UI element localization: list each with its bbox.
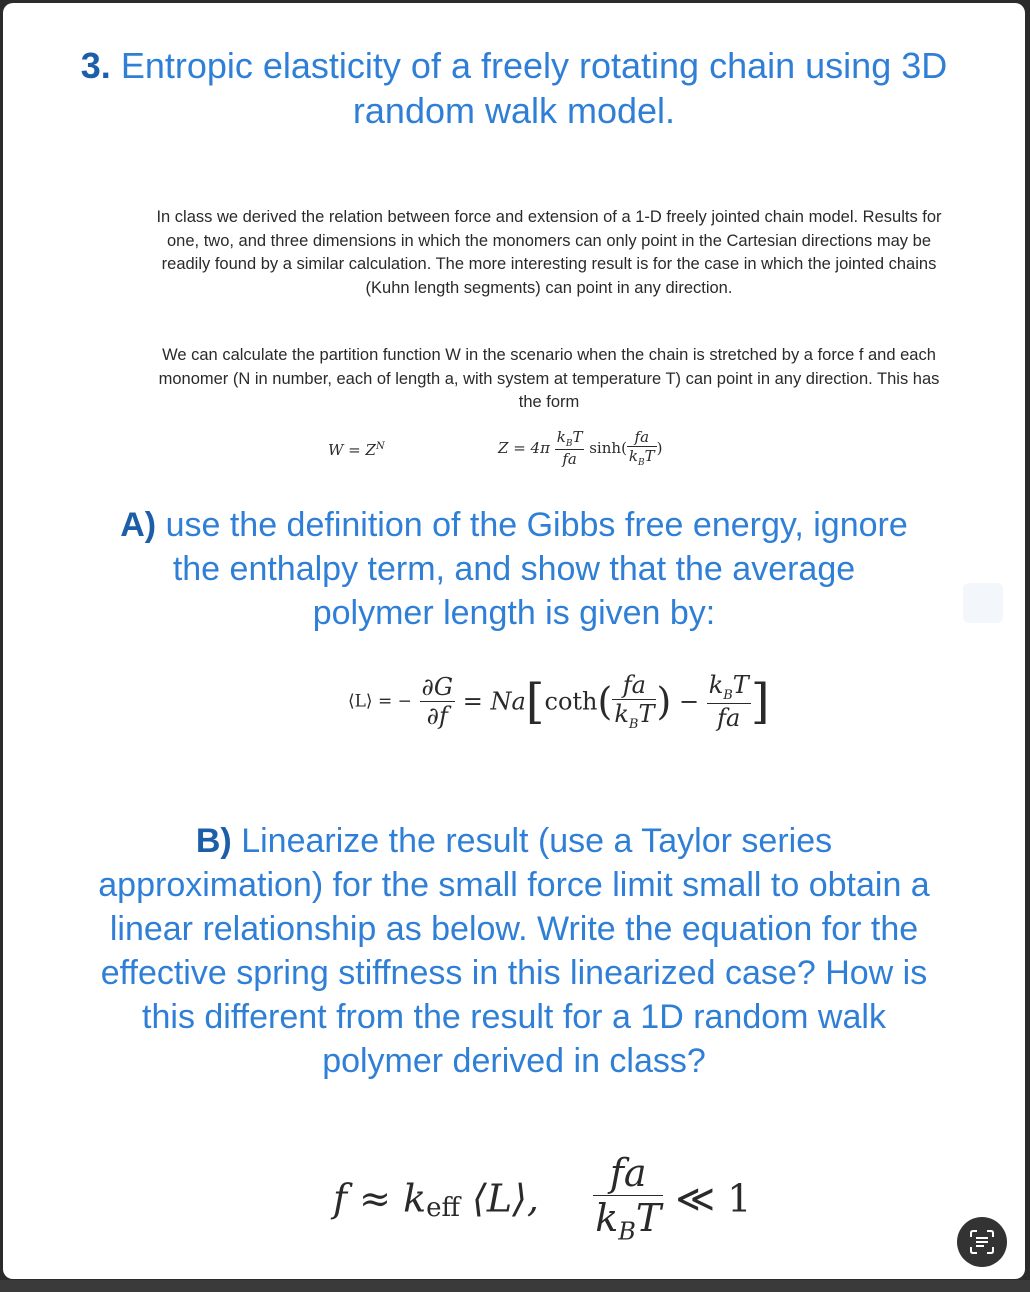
eq-z-frac1 (555, 428, 585, 468)
eqb-l: ⟨L⟩, (472, 1176, 540, 1221)
title-line1: Entropic elasticity of a freely rotating chain using 3D (120, 45, 948, 86)
faint-artifact (963, 583, 1003, 623)
question-a-label: A) (120, 506, 157, 544)
equation-w (328, 441, 385, 459)
eqa-na: = Na (462, 687, 526, 716)
question-b-line6: polymer derived in class? (322, 1042, 706, 1080)
eqb-b: B (618, 1217, 636, 1246)
eqa-fa1: fa (612, 671, 656, 700)
eq-z-t2: T (644, 447, 655, 465)
question-a-line1: use the definition of the Gibbs free energy, ignore (165, 506, 908, 544)
partition-paragraph: We can calculate the partition function W in the scenario when the chain is stretched by a force f and each monomer (N in number, each of length a, with system at temperature T) can point in any direction. This has the form (158, 346, 940, 411)
eq-z-k: k (556, 428, 566, 446)
question-b (3, 819, 1025, 1083)
equation-linearized (333, 1151, 751, 1246)
text-scan-icon (968, 1228, 996, 1256)
eqb-k: k (595, 1196, 619, 1240)
eqb-t: T (635, 1196, 662, 1240)
question-b-line4: effective spring stiffness in this linearized case? How is (100, 954, 928, 992)
eqa-k2: k (708, 671, 724, 699)
title-line2: random walk model. (352, 90, 676, 131)
eqb-lhs: f ≈ k (333, 1176, 427, 1221)
eqa-k1: k (614, 700, 629, 728)
question-a (3, 503, 1025, 635)
eq-z-b: B (565, 439, 573, 449)
eqa-df: ∂f (426, 701, 448, 730)
eqa-dgdf (420, 673, 456, 730)
eqa-frac-kbt-fa (707, 671, 751, 732)
eqa-coth: coth (544, 687, 598, 716)
eq-z-b2: B (638, 458, 645, 468)
eqa-minus: − (678, 687, 700, 716)
eqa-frac-fa-kbt (612, 671, 656, 732)
text-scan-button[interactable] (957, 1217, 1007, 1267)
question-a-line2: the enthalpy term, and show that the average (172, 550, 856, 588)
eqa-t1: T (638, 700, 655, 728)
eq-z-sinh: sinh (589, 439, 622, 457)
eqa-t2: T (732, 671, 749, 699)
window-bottom-edge (0, 1280, 1030, 1292)
eqa-dg: ∂G (421, 672, 454, 701)
title-number: 3. (80, 45, 111, 86)
eqb-frac (593, 1151, 663, 1246)
eq-z-frac2 (627, 428, 657, 468)
document-page (3, 3, 1025, 1279)
eq-z-lhs: Z = 4π (498, 439, 550, 457)
question-b-line5: this different from the result for a 1D random walk (142, 998, 886, 1036)
eqa-b1: B (628, 716, 639, 732)
eq-z-num2: fa (627, 428, 657, 447)
equation-average-length: ⟨L⟩ = − $\frac{\partial G}{\partial f}$ = Na[coth( $\frac{fa}{k_BT}$ ) − $\frac{k_BT}{fa}$ ] (348, 671, 770, 732)
page-title (3, 43, 1025, 133)
question-b-line2: approximation) for the small force limit small to obtain a (98, 866, 930, 904)
question-b-label: B) (195, 822, 232, 860)
eq-z-den1: fa (562, 450, 577, 468)
equation-z: Z = 4π $\frac{k_BT}{fa}$ sinh( $\frac{fa}{k_BT}$ ) (498, 428, 663, 468)
eqa-b2: B (723, 687, 733, 703)
intro-paragraph: In class we derived the relation between force and extension of a 1-D freely jointed chain model. Results for one, two, and three dimensions in which the monomers can only point in the Cartesian directions may be readily found by a similar calculation. The more interesting result is for the case in which the jointed chains (Kuhn length segments) can point in any direction. (156, 208, 942, 297)
question-b-line3: linear relationship as below. Write the equation for the (109, 910, 919, 948)
eqa-lhs: ⟨L⟩ = − (348, 691, 412, 712)
eq-z-k2: k (628, 447, 639, 465)
eq-w-exp: N (375, 441, 385, 452)
eqb-sub: eff (426, 1193, 460, 1224)
eq-w-lhs: W = Z (328, 441, 376, 459)
question-a-line3: polymer length is given by: (312, 594, 716, 632)
question-b-line1: Linearize the result (use a Taylor series (241, 822, 833, 860)
eqa-fa2: fa (717, 703, 741, 732)
eqb-rhs: ≪ 1 (675, 1176, 752, 1221)
eq-z-t: T (572, 428, 583, 446)
eqb-num: fa (593, 1151, 663, 1196)
